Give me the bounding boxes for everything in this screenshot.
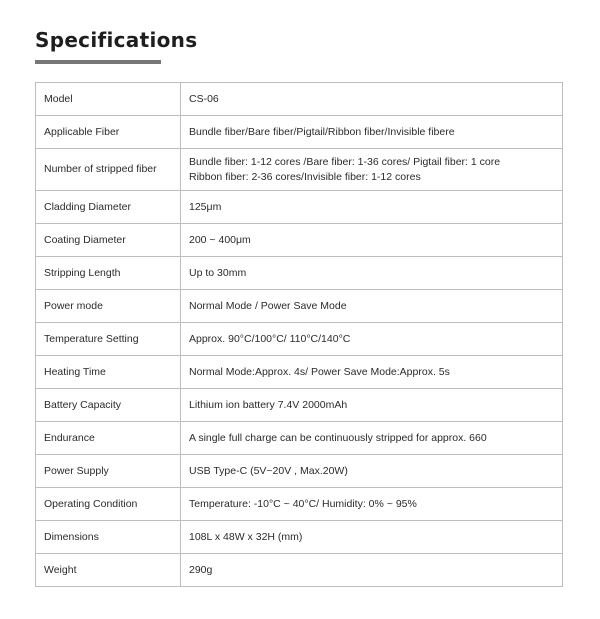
table-row <box>36 257 563 290</box>
spec-value <box>181 323 563 356</box>
table-row <box>36 191 563 224</box>
spec-value-line: 290g <box>189 563 213 576</box>
spec-value-line: Normal Mode:Approx. 4s/ Power Save Mode:Approx. 5s <box>189 365 450 378</box>
spec-label: Temperature Setting <box>36 323 181 356</box>
spec-label: Battery Capacity <box>36 389 181 422</box>
spec-value-line: Ribbon fiber: 2-36 cores/Invisible fiber: 1-12 cores <box>189 170 421 183</box>
spec-value <box>181 290 563 323</box>
table-row <box>36 422 563 455</box>
table-row <box>36 224 563 257</box>
spec-value <box>181 116 563 149</box>
table-row <box>36 455 563 488</box>
spec-value-line: A single full charge can be continuously stripped for approx. 660 <box>189 431 487 444</box>
spec-value <box>181 224 563 257</box>
specifications-table <box>35 82 563 587</box>
spec-value <box>181 488 563 521</box>
spec-value-line: CS-06 <box>189 92 219 105</box>
spec-value <box>181 422 563 455</box>
table-row <box>36 149 563 191</box>
table-row <box>36 323 563 356</box>
spec-value-line: Up to 30mm <box>189 266 247 279</box>
spec-value-line: 125μm <box>189 200 222 213</box>
spec-label: Power mode <box>36 290 181 323</box>
spec-value-line: 108L x 48W x 32H (mm) <box>189 530 303 543</box>
spec-value-line: Bundle fiber/Bare fiber/Pigtail/Ribbon fiber/Invisible fibere <box>189 125 455 138</box>
spec-value-line: Normal Mode / Power Save Mode <box>189 299 347 312</box>
spec-value-line: Temperature: -10°C ~ 40°C/ Humidity: 0% ~ 95% <box>189 497 417 510</box>
spec-label: Number of stripped fiber <box>36 149 181 191</box>
spec-label: Dimensions <box>36 521 181 554</box>
spec-label: Applicable Fiber <box>36 116 181 149</box>
spec-label: Operating Condition <box>36 488 181 521</box>
spec-label: Cladding Diameter <box>36 191 181 224</box>
title-underline <box>35 60 161 64</box>
spec-value <box>181 521 563 554</box>
spec-label: Coating Diameter <box>36 224 181 257</box>
spec-value <box>181 149 563 191</box>
spec-label: Weight <box>36 554 181 587</box>
spec-value <box>181 191 563 224</box>
spec-value <box>181 257 563 290</box>
spec-label: Stripping Length <box>36 257 181 290</box>
spec-label: Power Supply <box>36 455 181 488</box>
spec-value-line: Lithium ion battery 7.4V 2000mAh <box>189 398 348 411</box>
spec-value <box>181 389 563 422</box>
spec-value-line: 200 ~ 400μm <box>189 233 251 246</box>
spec-value <box>181 455 563 488</box>
table-row <box>36 290 563 323</box>
table-row <box>36 116 563 149</box>
table-row <box>36 554 563 587</box>
spec-value-line: Bundle fiber: 1-12 cores /Bare fiber: 1-36 cores/ Pigtail fiber: 1 core <box>189 156 501 169</box>
spec-value-line: USB Type-C (5V~20V , Max.20W) <box>189 464 348 477</box>
spec-value <box>181 554 563 587</box>
spec-label: Heating Time <box>36 356 181 389</box>
spec-value <box>181 356 563 389</box>
spec-label: Endurance <box>36 422 181 455</box>
page-title: Specifications <box>35 28 198 52</box>
spec-value <box>181 83 563 116</box>
spec-label: Model <box>36 83 181 116</box>
spec-value-line: Approx. 90°C/100°C/ 110°C/140°C <box>189 332 351 345</box>
table-row <box>36 83 563 116</box>
table-row <box>36 389 563 422</box>
table-row <box>36 488 563 521</box>
table-row <box>36 356 563 389</box>
table-row <box>36 521 563 554</box>
